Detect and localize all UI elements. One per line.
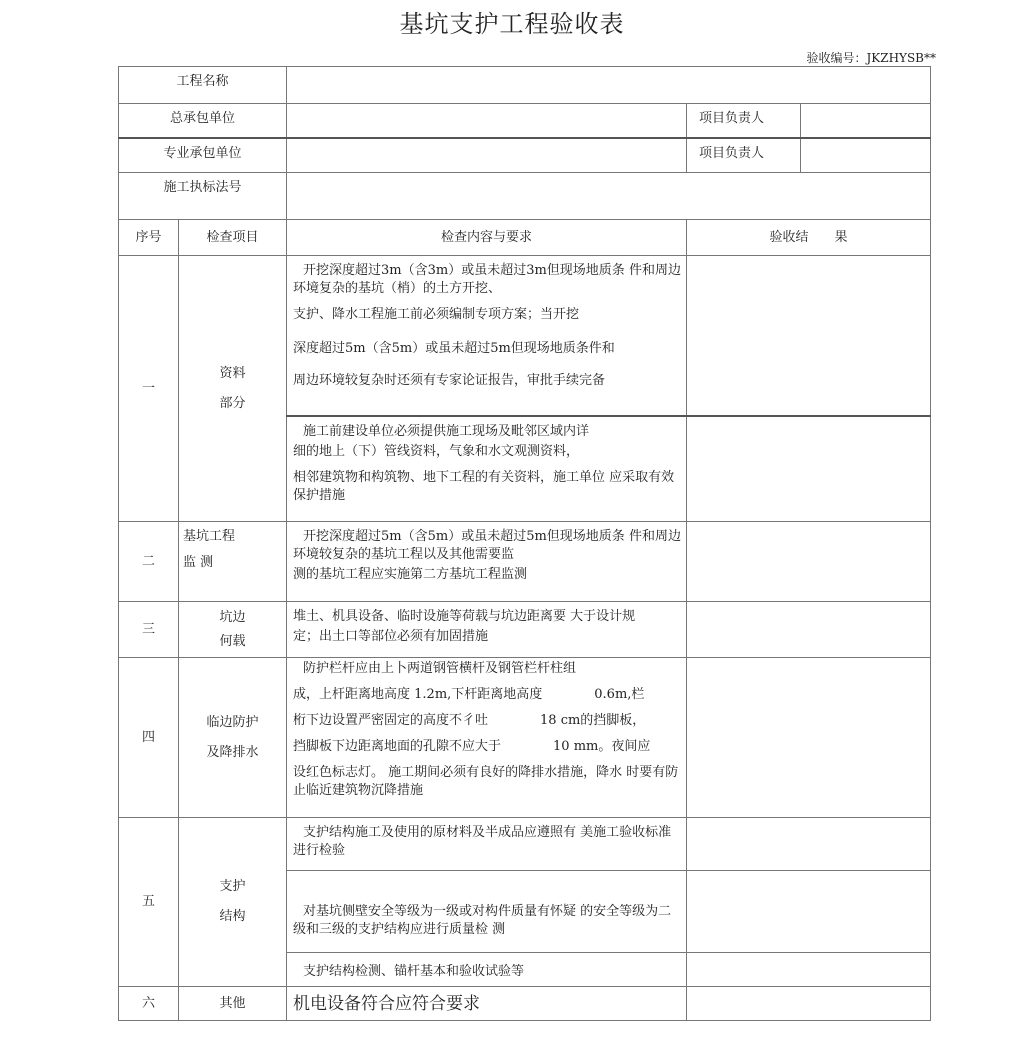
general-contractor-label: 总承包单位 bbox=[119, 104, 287, 138]
section-3-item-line1: 坑边 bbox=[219, 609, 246, 625]
standard-no-label: 施工执标法号 bbox=[119, 173, 287, 220]
content-text: 支护、降水工程施工前必须编制专项方案；当开挖 bbox=[293, 307, 580, 322]
section-2-no: 二 bbox=[119, 522, 179, 602]
sc-person-label: 项目负责人 bbox=[687, 138, 801, 173]
gc-person-value[interactable] bbox=[801, 104, 931, 138]
section-5-result-c[interactable] bbox=[687, 953, 931, 987]
section-2-item-line1: 基坑工程 bbox=[183, 529, 236, 544]
content-text: 细的地上（下）管线资料，气象和水文观测资料， bbox=[293, 443, 580, 459]
col-result: 验收结 果 bbox=[687, 220, 931, 256]
content-text: 桁下边设置严密固定的高度不彳吐 18 cm的挡脚板， bbox=[293, 713, 646, 728]
gc-person-label: 项目负责人 bbox=[687, 104, 801, 138]
section-4-no: 四 bbox=[119, 658, 179, 818]
section-5-result-b[interactable] bbox=[687, 871, 931, 953]
section-3-item-line2: 何载 bbox=[219, 633, 246, 649]
section-4-item-line1: 临边防护 bbox=[206, 714, 259, 730]
section-6-content: 机电设备符合应符合要求 bbox=[287, 987, 687, 1021]
section-3-item bbox=[179, 602, 287, 658]
section-5-no: 五 bbox=[119, 818, 179, 987]
section-1-item-line2: 部分 bbox=[219, 395, 246, 411]
section-1-content-a bbox=[287, 256, 687, 416]
section-5-item-line2: 结构 bbox=[219, 909, 246, 924]
section-1-result-b[interactable] bbox=[687, 416, 931, 522]
content-text: 开挖深度超过5m（含5m）或虽未超过5m但现场地质条 件和周边环境较复杂的基坑工程以及其他需要监 bbox=[293, 529, 681, 562]
project-name-value[interactable] bbox=[287, 67, 931, 104]
section-1-item-line1: 资料 bbox=[219, 365, 246, 381]
section-2-item-line2: 监 测 bbox=[183, 555, 214, 570]
project-name-label: 工程名称 bbox=[119, 67, 287, 104]
content-text: 堆土、机具设备、临时设施等荷载与坑边距离要 大于设计规 bbox=[293, 609, 636, 624]
section-3-result[interactable] bbox=[687, 602, 931, 658]
standard-no-value[interactable] bbox=[287, 173, 931, 220]
content-text: 深度超过5m（含5m）或虽未超过5m但现场地质条件和 bbox=[293, 341, 615, 356]
section-3-content bbox=[287, 602, 687, 658]
section-4-content bbox=[287, 658, 687, 818]
specialty-contractor-value[interactable] bbox=[287, 138, 687, 173]
content-text: 成，上杆距离地高度 1.2m,下杆距离地高度 0.6m,栏 bbox=[293, 687, 645, 702]
section-5-item bbox=[179, 818, 287, 987]
section-1-content-b bbox=[287, 416, 687, 522]
section-4-item-line2: 及降排水 bbox=[206, 744, 259, 760]
acceptance-number: 验收编号：JKZHYSB** bbox=[806, 51, 936, 65]
content-text: 防护栏杆应由上卜两道钢管横杆及钢管栏杆柱组 bbox=[303, 661, 577, 676]
content-text: 周边环境较复杂时还须有专家论证报告，审批手续完备 bbox=[293, 373, 606, 388]
section-5-content-b bbox=[287, 871, 687, 953]
section-4-item bbox=[179, 658, 287, 818]
section-2-content bbox=[287, 522, 687, 602]
section-3-no: 三 bbox=[119, 602, 179, 658]
specialty-contractor-label: 专业承包单位 bbox=[119, 138, 287, 173]
content-text: 支护结构检测、锚杆基本和验收试验等 bbox=[303, 964, 525, 979]
general-contractor-value[interactable] bbox=[287, 104, 687, 138]
acceptance-table bbox=[118, 66, 931, 1021]
document-title: 基坑支护工程验收表 bbox=[399, 10, 625, 38]
section-1-result-a[interactable] bbox=[687, 256, 931, 416]
section-5-result-a[interactable] bbox=[687, 818, 931, 871]
content-text: 相邻建筑物和构筑物、地下工程的有关资料，施工单位 应采取有效保护措施 bbox=[293, 469, 675, 503]
col-content: 检查内容与要求 bbox=[287, 220, 687, 256]
col-no: 序号 bbox=[119, 220, 179, 256]
content-text: 测的基坑工程应实施第二方基坑工程监测 bbox=[293, 567, 528, 582]
section-2-item bbox=[179, 522, 287, 602]
section-5-item-line1: 支护 bbox=[219, 879, 246, 894]
section-5-content-a bbox=[287, 818, 687, 871]
content-text: 对基坑侧壁安全等级为一级或对构件质量有怀疑 的安全等级为二级和三级的支护结构应进行质量检 测 bbox=[293, 904, 672, 937]
section-6-result[interactable] bbox=[687, 987, 931, 1021]
section-6-no: 六 bbox=[119, 987, 179, 1021]
content-text: 挡脚板下边距离地面的孔隙不应大于 10 mm。夜间应 bbox=[293, 739, 651, 754]
section-1-item bbox=[179, 256, 287, 522]
content-text: 定；出土口等部位必须有加固措施 bbox=[293, 629, 489, 644]
col-item: 检查项目 bbox=[179, 220, 287, 256]
section-1-no: 一 bbox=[119, 256, 179, 522]
section-6-item: 其他 bbox=[179, 987, 287, 1021]
sc-person-value[interactable] bbox=[801, 138, 931, 173]
content-text: 开挖深度超过3m（含3m）或虽未超过3m但现场地质条 件和周边环境复杂的基坑（梢）的土方开挖、 bbox=[293, 263, 681, 296]
content-text: 设红色标志灯。 施工期间必须有良好的降排水措施，降水 时要有防止临近建筑物沉降措施 bbox=[293, 765, 679, 798]
content-text: 支护结构施工及使用的原材料及半成品应遵照有 美施工验收标准进行检验 bbox=[293, 825, 672, 858]
section-4-result[interactable] bbox=[687, 658, 931, 818]
content-text: 施工前建设单位必须提供施工现场及毗邻区域内详 bbox=[303, 423, 590, 439]
section-5-content-c bbox=[287, 953, 687, 987]
section-2-result[interactable] bbox=[687, 522, 931, 602]
